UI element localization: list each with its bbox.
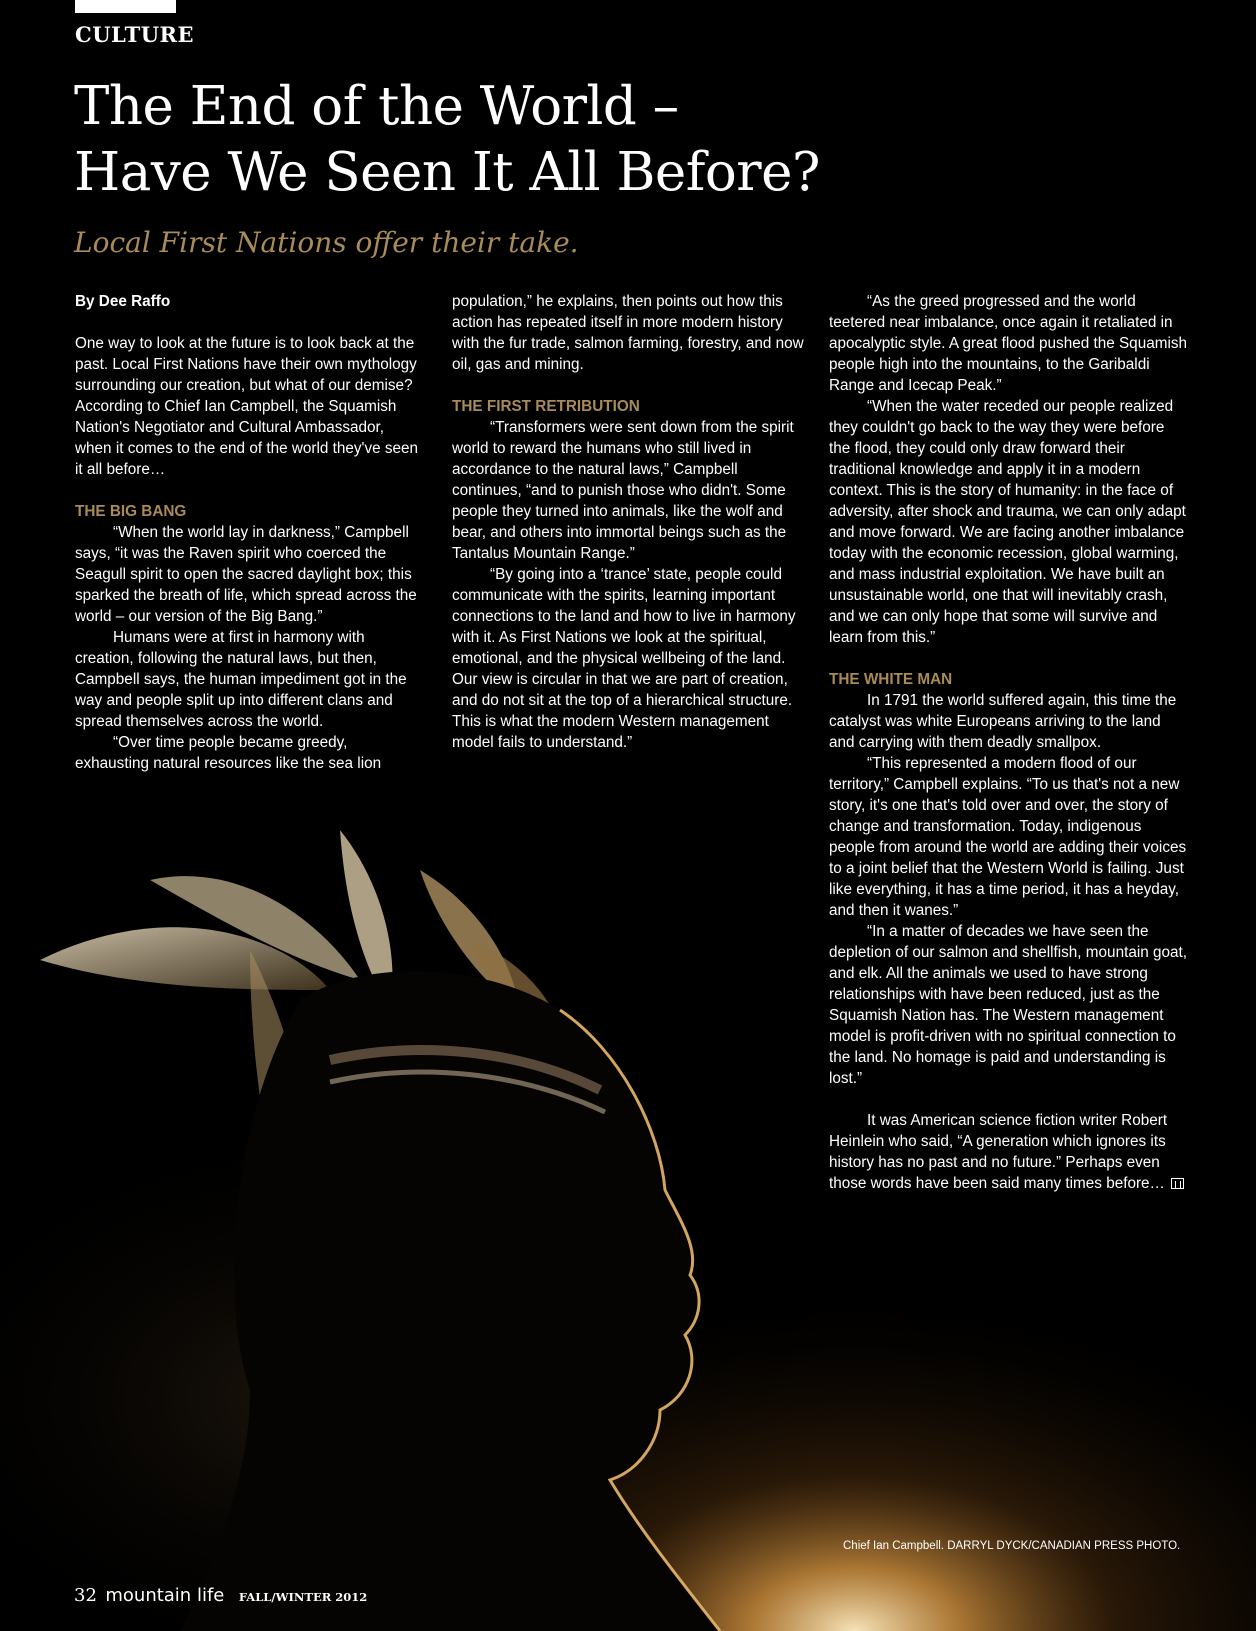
closing-text: It was American science fiction writer Robert Heinlein who said, “A generation which ignores its history has no past and no future.” Perhaps even those words have been said many times before…: [829, 1112, 1168, 1192]
paragraph: In 1791 the world suffered again, this time the catalyst was white Europeans arriving to the land and carrying with them deadly smallpox.: [829, 692, 1177, 751]
paragraph: “Transformers were sent down from the spirit world to reward the humans who still lived in accordance to the natural laws,” Campbell continues, “and to punish those who didn't. Some people they turned into animals, like the wolf and bear, and others into immortal beings such as the Tantalus Mountain Range.”: [452, 419, 794, 562]
page-number: 32: [74, 1585, 97, 1606]
paragraph: “As the greed progressed and the world teetered near imbalance, once again it retaliated in apocalyptic style. A great flood pushed the Squamish people high into the mountains, to the Garibaldi Range and Icecap Peak.”: [829, 293, 1188, 394]
dek: Local First Nations offer their take.: [74, 226, 579, 259]
section-bar: [75, 0, 176, 13]
subhead-first-retribution: THE FIRST RETRIBUTION: [452, 398, 640, 415]
end-mark-icon: [1171, 1178, 1184, 1189]
folio: [74, 1585, 367, 1606]
section-label: CULTURE: [75, 22, 194, 47]
paragraph: “Over time people became greedy, exhausting natural resources like the sea lion: [75, 734, 382, 772]
column-1: [75, 291, 421, 774]
paragraph: “This represented a modern flood of our territory,” Campbell explains. “To us that's not a new story, it's one that's told over and over, the story of change and transformation. Today, indigenous people from around the world are adding their voices to a joint belief that the Western World is failing. Just like everything, it has a time period, it has a heyday, and then it wanes.”: [829, 755, 1187, 919]
magazine-name: mountain life: [105, 1585, 225, 1606]
photo-caption: Chief Ian Campbell. DARRYL DYCK/CANADIAN PRESS PHOTO.: [843, 1540, 1181, 1552]
subhead-white-man: THE WHITE MAN: [829, 671, 953, 688]
paragraph: “When the world lay in darkness,” Campbell says, “it was the Raven spirit who coerced the Seagull spirit to open the sacred daylight box; this sparked the breath of life, which spread across the world – our version of the Big Bang.”: [75, 524, 417, 625]
headline: [74, 74, 974, 206]
headline-line-1: The End of the World –: [74, 76, 679, 137]
byline: By Dee Raffo: [75, 293, 171, 310]
paragraph: “By going into a ‘trance’ state, people could communicate with the spirits, learning important connections to the land and how to live in harmony with it. As First Nations we look at the spiritual, emotional, and the physical wellbeing of the land. Our view is circular in that we are part of creation, and do not sit at the top of a hierarchical structure. This is what the modern Western management model fails to understand.”: [452, 566, 796, 751]
paragraph: Humans were at first in harmony with creation, following the natural laws, but then, Campbell says, the human impediment got in the way and people split up into different clans and spread themselves across the world.: [75, 629, 407, 730]
column-3: [829, 291, 1187, 1194]
paragraph: “When the water receded our people realized they couldn't go back to the way they were before the flood, they could only draw forward their traditional knowledge and apply it in a modern context. This is the story of humanity: in the face of adversity, after shock and trauma, we can only adapt and move forward. We are facing another imbalance today with the economic recession, global warming, and mass industrial exploitation. We have built an unsustainable world, one that will inevitably crash, and we can only hope that some will survive and learn from this.”: [829, 398, 1186, 646]
closing-paragraph: [829, 1110, 1187, 1194]
paragraph: population,” he explains, then points out how this action has repeated itself in more modern history with the fur trade, salmon farming, forestry, and now oil, gas and mining.: [452, 293, 804, 373]
paragraph: “In a matter of decades we have seen the depletion of our salmon and shellfish, mountain goat, and elk. All the animals we used to have strong relationships with have been reduced, just as the Squamish Nation has. The Western management model is profit-driven with no spiritual connection to the land. No homage is paid and understanding is lost.”: [829, 923, 1188, 1087]
subhead-big-bang: THE BIG BANG: [75, 503, 187, 520]
column-2: [452, 291, 804, 753]
intro-paragraph: One way to look at the future is to look back at the past. Local First Nations have their own mythology surrounding our creation, but what of our demise? According to Chief Ian Campbell, the Squamish Nation's Negotiator and Cultural Ambassador, when it comes to the end of the world they've seen it all before…: [75, 335, 419, 478]
headline-line-2: Have We Seen It All Before?: [74, 142, 820, 203]
issue-label: FALL/WINTER 2012: [238, 1590, 368, 1604]
